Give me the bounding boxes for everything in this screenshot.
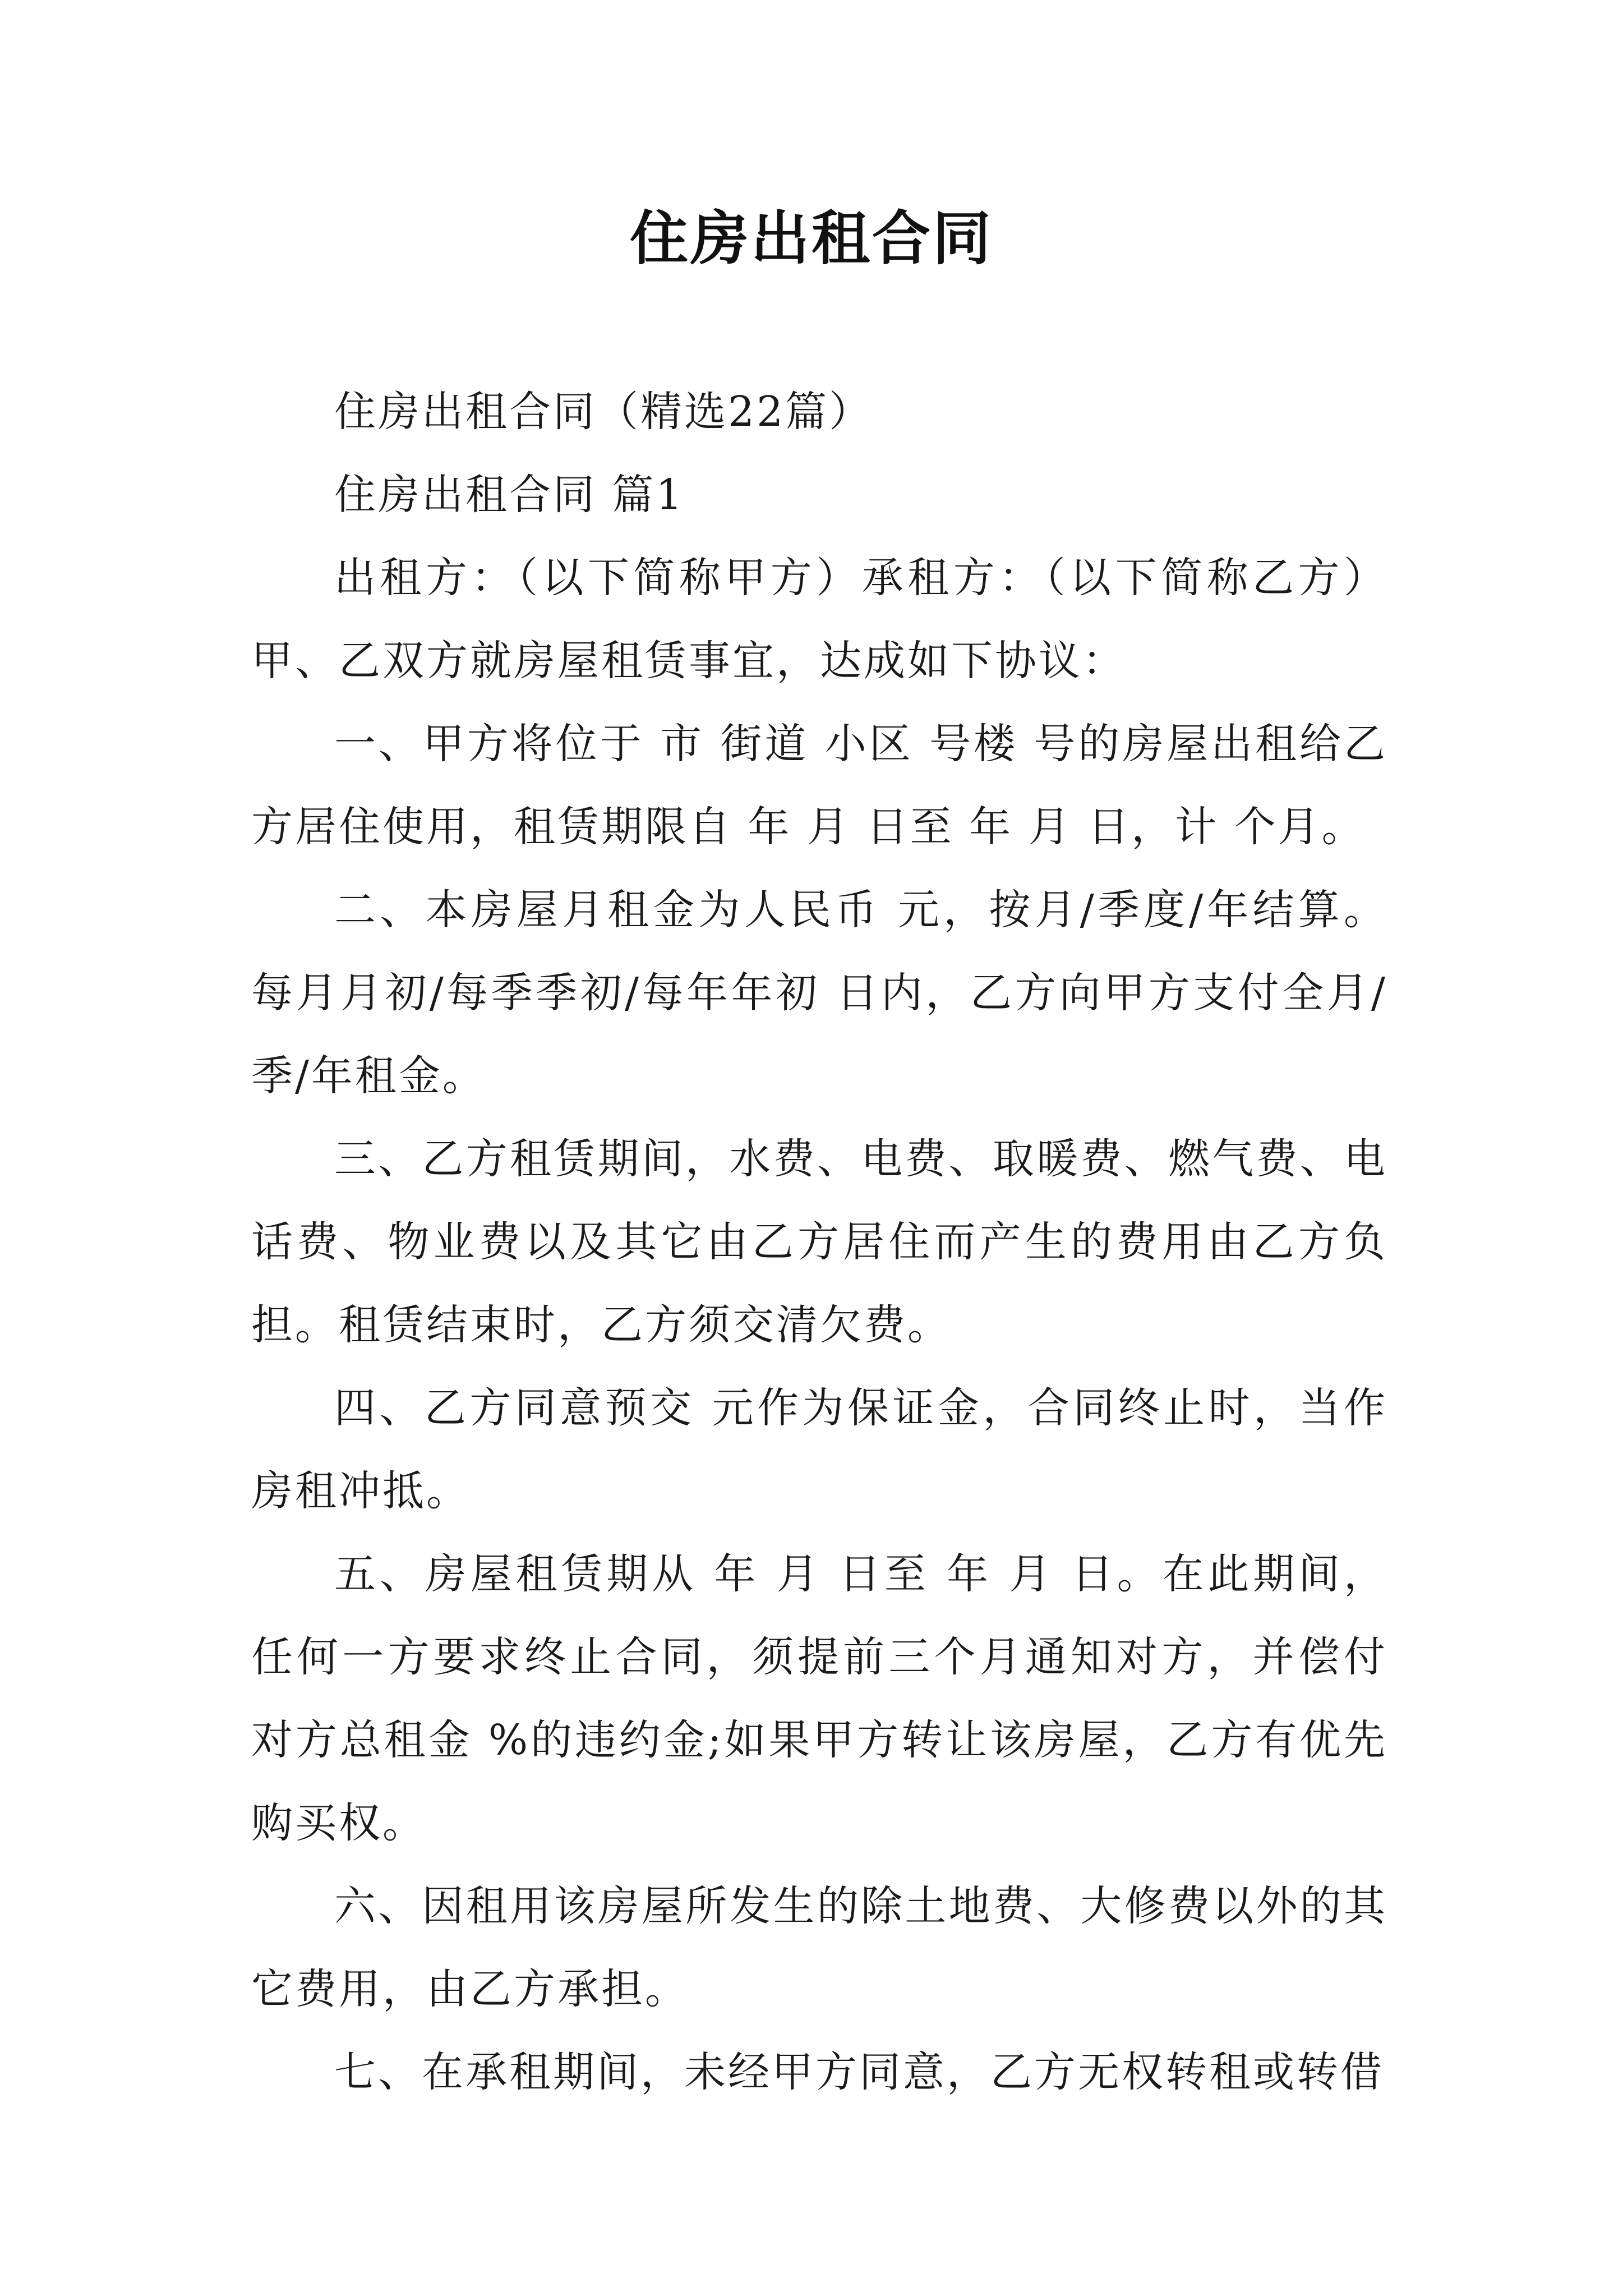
- paragraph-clause-5: 五、房屋租赁期从 年 月 日至 年 月 日。在此期间，任何一方要求终止合同，须提前三个月通知对方，并偿付对方总租金 %的违约金;如果甲方转让该房屋，乙方有优先购买权。: [251, 1550, 1387, 1847]
- paragraph-clause-4: 四、乙方同意预交 元作为保证金，合同终止时，当作房租冲抵。: [251, 1384, 1387, 1515]
- document-title: 住房出租合同: [629, 204, 993, 273]
- paragraph-parties: 出租方：（以下简称甲方）承租方：（以下简称乙方）甲、乙双方就房屋租赁事宜，达成如下协议：: [251, 554, 1387, 685]
- paragraph-clause-7: 七、在承租期间，未经甲方同意，乙方无权转租或转借: [334, 2048, 1384, 2096]
- paragraph-article-heading: 住房出租合同 篇1: [334, 471, 685, 519]
- paragraph-clause-2: 二、本房屋月租金为人民币 元，按月/季度/年结算。每月月初/每季季初/每年年初 日内，乙方向甲方支付全月/季/年租金。: [251, 886, 1387, 1100]
- paragraph-clause-1: 一、甲方将位于 市 街道 小区 号楼 号的房屋出租给乙方居住使用，租赁期限自 年 月 日至 年 月 日，计 个月。: [251, 720, 1387, 851]
- document-body: [251, 370, 1387, 2114]
- paragraph-clause-6: 六、因租用该房屋所发生的除土地费、大修费以外的其它费用，由乙方承担。: [251, 1882, 1387, 2013]
- paragraph-clause-3: 三、乙方租赁期间，水费、电费、取暖费、燃气费、电话费、物业费以及其它由乙方居住而产生的费用由乙方负担。租赁结束时，乙方须交清欠费。: [251, 1135, 1387, 1349]
- paragraph-collection-title: 住房出租合同（精选22篇）: [334, 388, 873, 436]
